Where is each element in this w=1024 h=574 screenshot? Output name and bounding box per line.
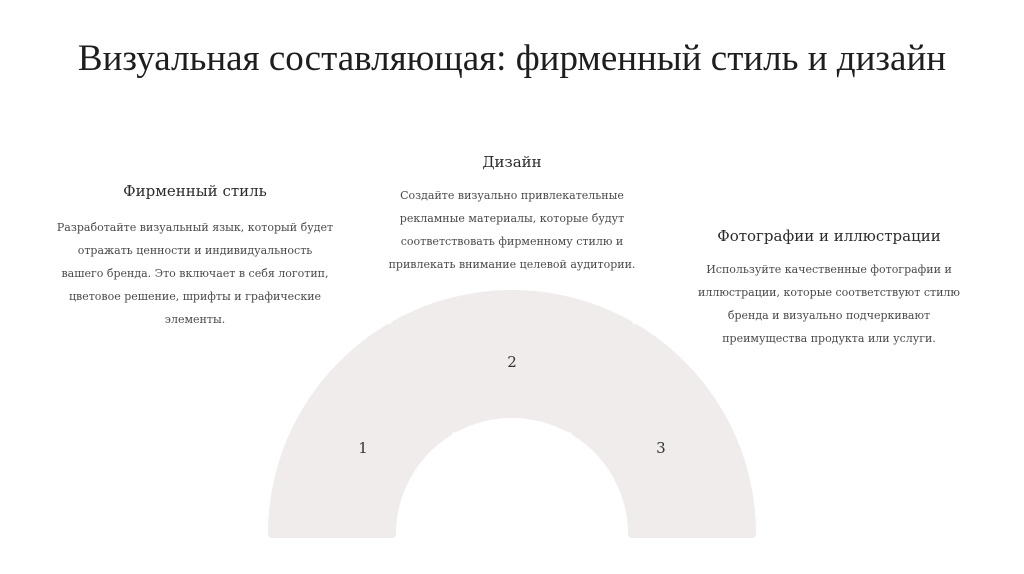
block-heading: Фотографии и иллюстрации — [717, 227, 941, 245]
slide-title: Визуальная составляющая: фирменный стиль и дизайн — [77, 38, 947, 79]
segment-number-3: 3 — [656, 439, 666, 457]
block-heading: Дизайн — [482, 153, 542, 171]
segment-number-1: 1 — [358, 439, 368, 457]
block-text: Используйте качественные фотографии и иллюстрации, которые соответствуют стилю бренда и визуально подчеркивают преимущества продукта или услуги. — [698, 263, 960, 345]
block-text: Создайте визуально привлекательные рекламные материалы, которые будут соответствовать фирменному стилю и привлекать внимание целевой аудитории. — [388, 189, 636, 271]
segment-number-2: 2 — [507, 353, 517, 371]
block-heading: Фирменный стиль — [123, 182, 267, 200]
block-text: Разработайте визуальный язык, который будет отражать ценности и индивидуальность вашего бренда. Это включает в себя логотип, цветовое решение, шрифты и графические элементы. — [56, 221, 334, 326]
